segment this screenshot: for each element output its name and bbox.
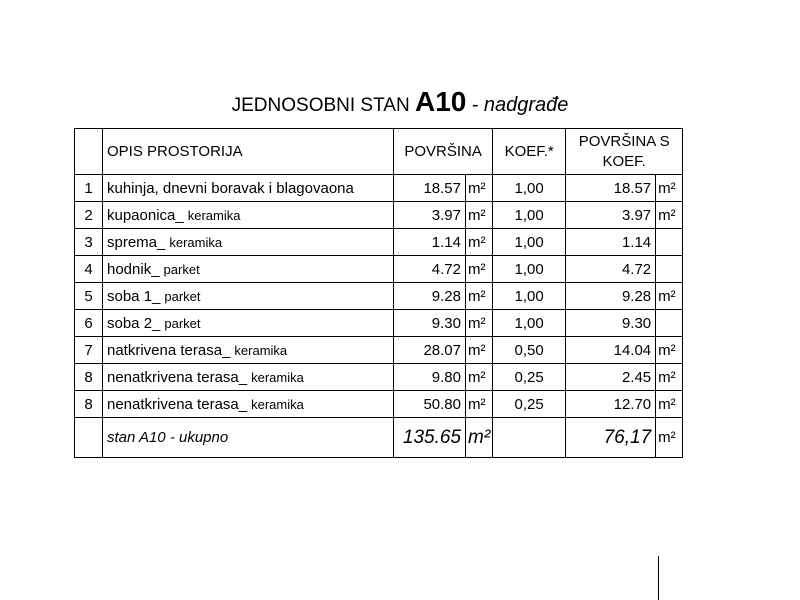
table-row [75,283,683,310]
room-name [103,310,394,337]
table-row [75,256,683,283]
room-area-koef: 18.57 [566,175,656,202]
room-area-koef-unit: m² [656,202,683,229]
room-area-unit: m² [466,337,493,364]
room-koef: 0,50 [493,337,566,364]
row-number: 6 [75,310,103,337]
room-finish: keramika [234,342,288,358]
room-koef: 0,25 [493,391,566,418]
room-area-koef: 9.28 [566,283,656,310]
room-koef: 1,00 [493,256,566,283]
room-koef: 1,00 [493,283,566,310]
room-area-koef: 4.72 [566,256,656,283]
room-name [103,364,394,391]
room-finish: keramika [187,207,241,223]
document-title [0,86,800,118]
table-row [75,229,683,256]
row-number: 5 [75,283,103,310]
room-area-koef-unit [656,229,683,256]
room-area: 9.30 [394,310,466,337]
room-name-text: sprema_ [107,233,166,251]
room-koef: 1,00 [493,202,566,229]
header-num [75,129,103,175]
room-area-unit: m² [466,202,493,229]
table-row [75,310,683,337]
room-area-koef-unit: m² [656,283,683,310]
total-area-koef: 76,17 [566,418,656,458]
room-area-table [74,128,683,458]
room-name [103,391,394,418]
room-area-koef: 1.14 [566,229,656,256]
room-name-text: natkrivena terasa_ [107,341,231,359]
room-name [103,256,394,283]
room-name-text: soba 1_ [107,287,161,305]
room-name-text: soba 2_ [107,314,161,332]
table-row [75,202,683,229]
row-number: 2 [75,202,103,229]
room-name-text: kuhinja, dnevni boravak i blagovaona [107,179,354,197]
room-name [103,175,394,202]
total-area: 135.65 [394,418,466,458]
room-area-koef: 12.70 [566,391,656,418]
room-area-koef-unit [656,310,683,337]
header-koef: KOEF.* [493,129,566,175]
room-area-unit: m² [466,283,493,310]
table-row [75,391,683,418]
row-number: 4 [75,256,103,283]
row-number: 8 [75,364,103,391]
total-koef [493,418,566,458]
room-area: 1.14 [394,229,466,256]
room-area-koef: 3.97 [566,202,656,229]
room-area: 18.57 [394,175,466,202]
room-area: 50.80 [394,391,466,418]
room-area: 9.80 [394,364,466,391]
room-name [103,229,394,256]
total-unit: m² [466,418,493,458]
room-finish: keramika [251,396,304,412]
header-povrsina: POVRŠINA [394,129,493,175]
page-edge-line [658,556,659,600]
room-area-unit: m² [466,364,493,391]
room-name-text: nenatkrivena terasa_ [107,395,248,413]
room-area-unit: m² [466,229,493,256]
room-koef: 1,00 [493,310,566,337]
room-area-koef-unit: m² [656,391,683,418]
room-name-text: hodnik_ [107,260,160,278]
room-area-unit: m² [466,175,493,202]
room-koef: 1,00 [493,175,566,202]
row-number: 8 [75,391,103,418]
header-povrsina-s-koef: POVRŠINA S KOEF. [566,129,683,175]
room-area: 4.72 [394,256,466,283]
room-finish: keramika [251,369,304,385]
room-finish: parket [163,261,200,277]
room-koef: 1,00 [493,229,566,256]
room-area-koef-unit [656,256,683,283]
header-opis: OPIS PROSTORIJA [103,129,394,175]
title-suffix: - nadgrađe [471,94,569,116]
room-area-koef: 2.45 [566,364,656,391]
room-name-text: nenatkrivena terasa_ [107,368,248,386]
room-area-koef-unit: m² [656,364,683,391]
total-label: stan A10 - ukupno [103,418,394,458]
room-area-koef: 9.30 [566,310,656,337]
table-row [75,337,683,364]
room-finish: parket [164,315,201,331]
row-number: 1 [75,175,103,202]
room-area-unit: m² [466,391,493,418]
room-area-unit: m² [466,310,493,337]
row-number: 3 [75,229,103,256]
total-num [75,418,103,458]
table-row [75,175,683,202]
header-row [75,129,683,175]
room-area: 3.97 [394,202,466,229]
room-area-koef: 14.04 [566,337,656,364]
room-name-text: kupaonica_ [107,206,184,224]
room-area: 28.07 [394,337,466,364]
room-area-unit: m² [466,256,493,283]
total-row [75,418,683,458]
total-unit-koef: m² [656,418,683,458]
room-name [103,202,394,229]
room-area: 9.28 [394,283,466,310]
room-area-koef-unit: m² [656,337,683,364]
room-koef: 0,25 [493,364,566,391]
table-row [75,364,683,391]
row-number: 7 [75,337,103,364]
apartment-code: A10 [414,86,467,117]
room-area-koef-unit: m² [656,175,683,202]
room-name [103,283,394,310]
room-name [103,337,394,364]
title-prefix: JEDNOSOBNI STAN [231,95,410,116]
room-finish: parket [164,288,201,304]
room-finish: keramika [169,234,223,250]
